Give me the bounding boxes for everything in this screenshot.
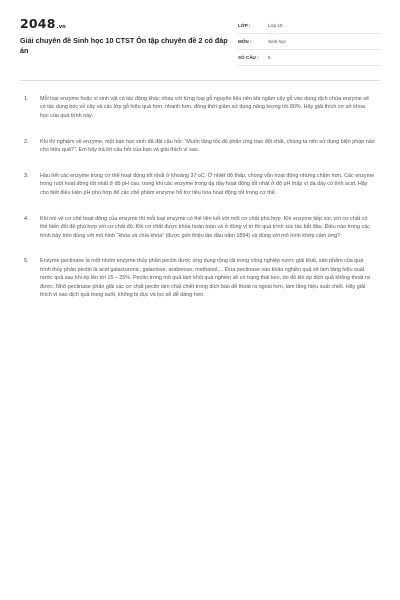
question-text: Khi thí nghiệm về enzyme, một bạn học sinh đã đặt câu hỏi: “Muốn tăng tốc độ phản ứng trao đổi chất, chúng ta nên sử dụng biện pháp nào cho hiệu quả?”. Em hãy trả lời câu hỏi của bạn và giải thích vì sao. [40, 138, 375, 154]
question-item [24, 215, 380, 240]
question-text: Khi nói về cơ chế hoạt động của enzyme thì mỗi loại enzyme có thể liên kết với một cơ chất phù hợp. Khi enzyme tiếp xúc với cơ chất có thể biến đổi để phù hợp với cơ chất đó. Khi cơ chất được khóa hoàn toàn và ở đúng vị trí thì quá trình xúc tác bắt đầu. Điều nào trong các trình bày trên đúng với mô hình “khóa và chìa khóa” (được giới thiệu lần đầu năm 1894) và đúng với mô hình khớp cảm ứng? [40, 215, 370, 239]
page-title: Giải chuyên đề Sinh học 10 CTST Ôn tập chuyên đề 2 có đáp án [20, 36, 228, 55]
question-number: 5. [24, 258, 29, 265]
question-text: Enzyme pectinase là một nhóm enzyme thủy phân pectin được ứng dụng rộng rãi trong công nghiệp nước giải khát, sản phẩm của quá trình thủy phân pectin là acid galacturonic, galactose, arabinose, methanol,... Đưa pectinase vào khâu nghiền quả sẽ làm tăng hiệu suất nước quả sau khi ép lên tới 15 – 25%. Pectin trong mô quả làm khối quả nghiền sẽ có trạng thái keo, do đó khi ép dịch quả không thoát ra được. Nhờ pectinase phân giải các cơ chất pectin làm chất chiết trong dịch bào dễ thoát ra ngoài hơn, làm tăng hiệu suất chiết. Hãy giải thích vì sao dịch quả trong suốt, không bị đục và lọc sẽ dễ dàng hơn. [40, 258, 370, 299]
question-text: Mỗi loại enzyme hoặc vi sinh vật có tác động khác nhau với từng loại gỗ nguyên liệu nên khi ngâm cây gỗ vào dung dịch chứa enzyme sẽ có tác dụng bóc vỏ cây và các lớp gỗ hiệu quả hơn, nhanh hơn, đồng thời giảm sử dụng năng lượng tới 80%. Hãy giải thích cơ sở khoa học của quá trình này. [40, 96, 369, 119]
logo-domain: .vn [56, 24, 66, 30]
question-number: 2. [24, 138, 29, 145]
logo-main: 2048 [20, 16, 56, 31]
meta-value: 5 [268, 55, 271, 60]
header-divider [20, 80, 380, 81]
meta-row-subject [238, 34, 380, 50]
meta-row-class [238, 18, 380, 34]
question-item [24, 95, 380, 120]
page-header [20, 16, 380, 66]
meta-value: Lớp 10 [268, 23, 283, 28]
meta-label: SỐ CÂU : [238, 55, 259, 60]
question-number: 1. [24, 96, 29, 102]
question-item [24, 257, 380, 299]
question-text: Hầu hết các enzyme trong cơ thể hoạt động tốt nhất ở khoảng 37 oC. Ở nhiệt độ thấp, chúng vẫn hoạt động nhưng chậm hơn. Các enzyme trong ruột hoạt động tốt nhất ở độ pH cao, trong khi các enzyme trong dạ dày hoạt động tốt nhất ở độ pH thấp vì dạ dày có tính acid. Hãy cho biết điều kiện pH phù hợp để các chế phẩm enzyme hỗ trợ tiêu hóa hoạt động tốt trong cơ thể. [40, 173, 375, 196]
site-logo[interactable] [20, 16, 232, 31]
question-item [24, 138, 380, 155]
meta-table [238, 18, 380, 66]
meta-label: MÔN : [238, 39, 252, 44]
question-item [24, 172, 380, 197]
meta-label: LỚP : [238, 23, 251, 28]
meta-row-count [238, 50, 380, 66]
meta-value: Sinh học [268, 39, 286, 44]
question-list [20, 95, 380, 300]
question-number: 4. [24, 215, 29, 222]
question-number: 3. [24, 173, 29, 180]
brand-block [20, 16, 232, 55]
